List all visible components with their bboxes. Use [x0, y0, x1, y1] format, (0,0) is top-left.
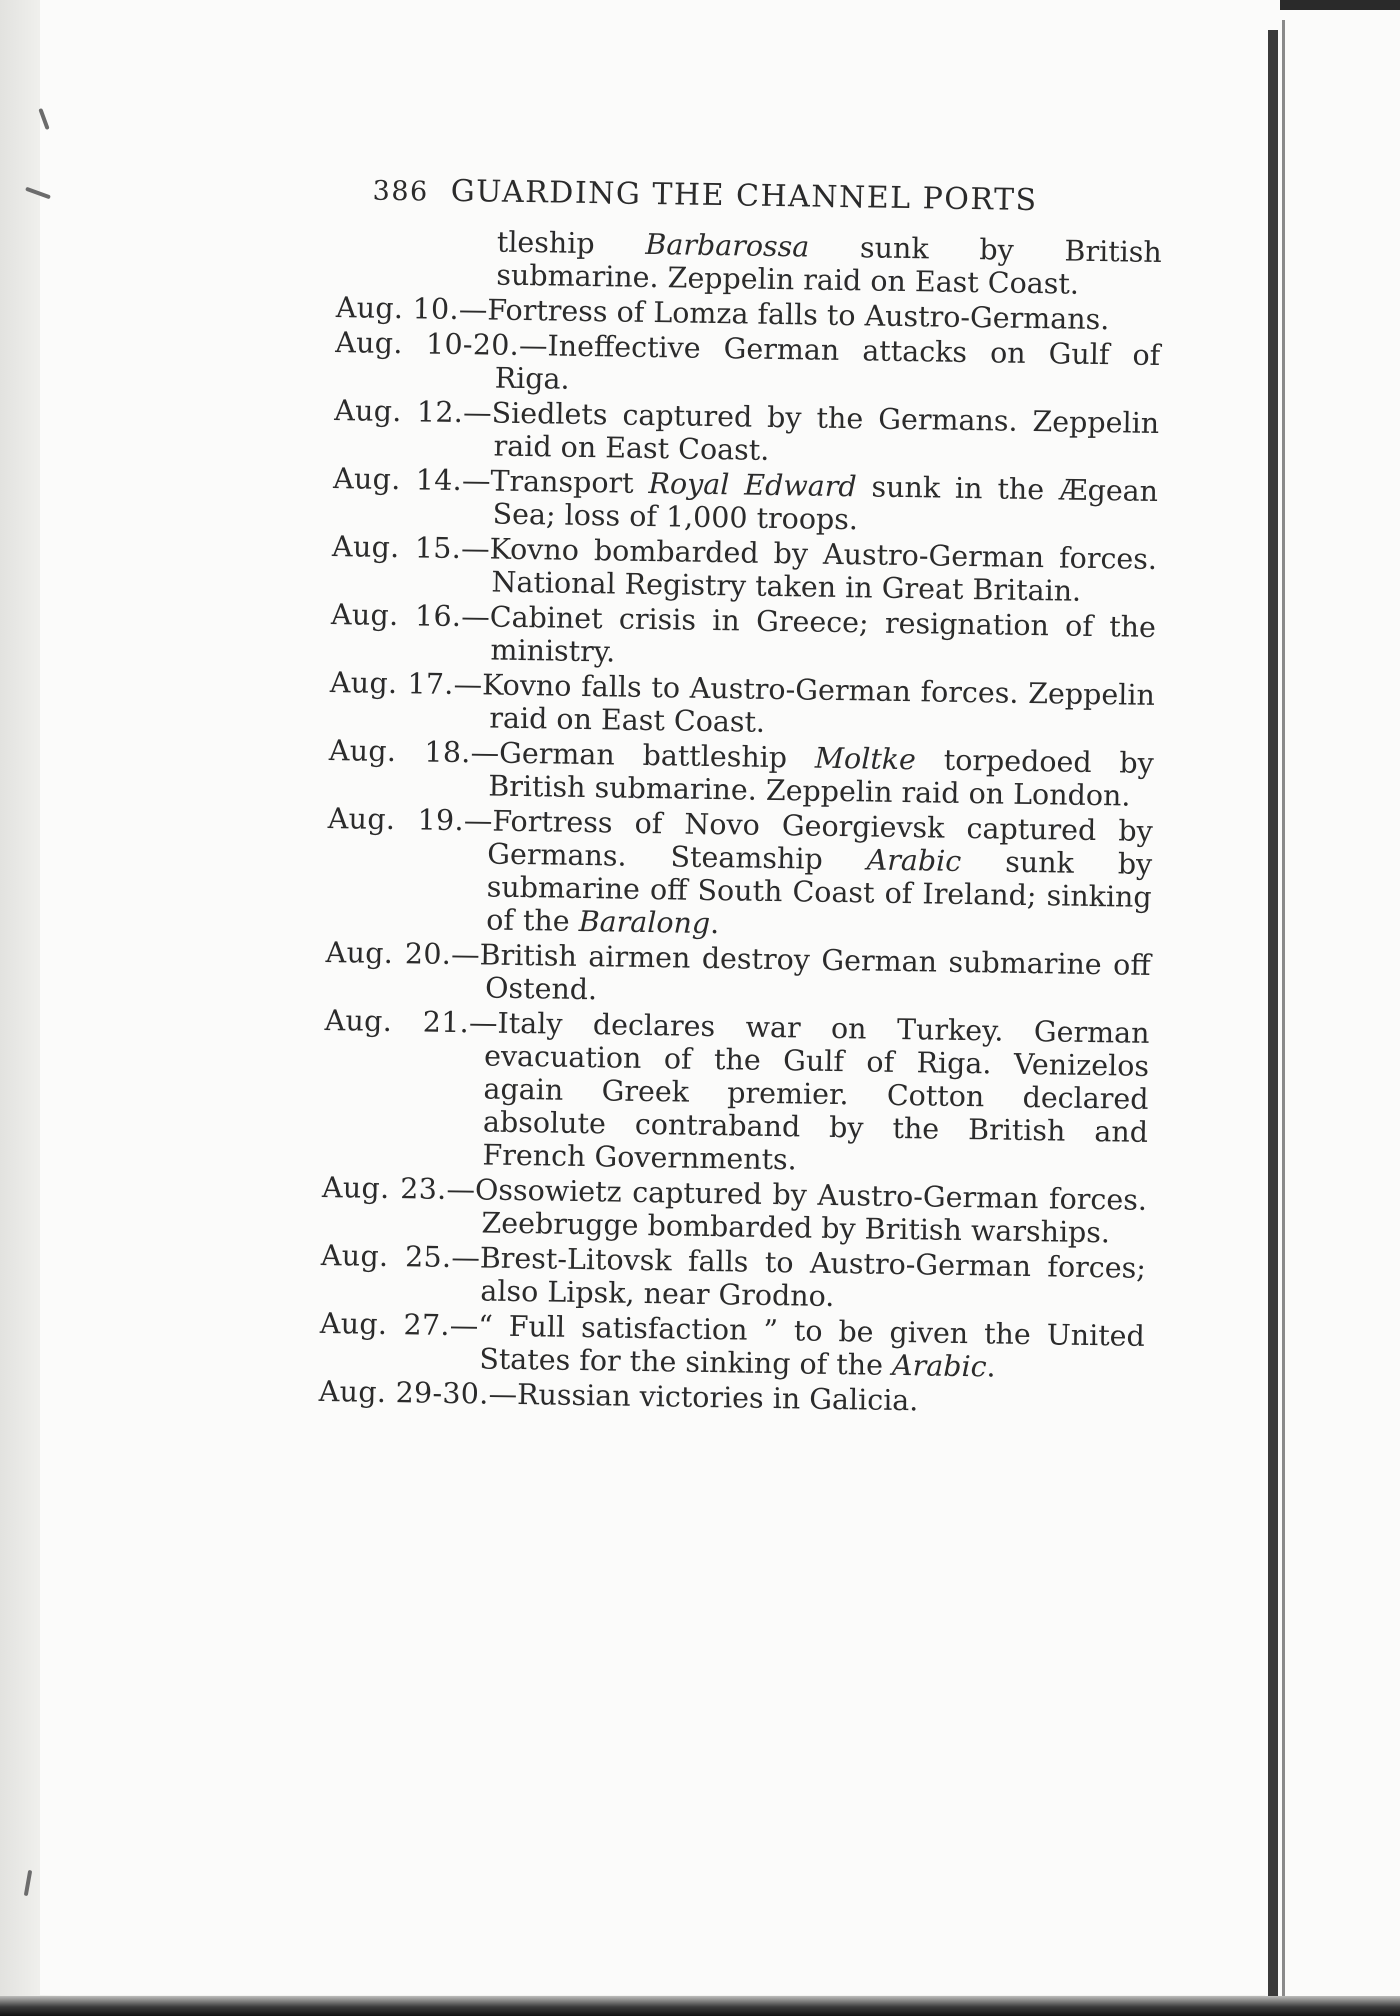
chronology-entry: Aug. 10.—Fortress of Lomza falls to Austro-Germans.	[335, 291, 1110, 337]
next-page-edge	[1265, 0, 1400, 2016]
chronology-entry: Aug. 29-30.—Russian victories in Galicia.	[318, 1374, 919, 1418]
entry-date: Aug. 10-20.	[335, 326, 520, 362]
entry-date: Aug. 17.	[329, 666, 454, 701]
chronology-entry: Aug. 19.—Fortress of Novo Georgievsk captured by Germans. Steamship Arabic sunk by submarine off South Coast of Ireland; sinking of the Baralong.	[327, 802, 1153, 941]
scan-border-bottom	[0, 1996, 1400, 2016]
entry-date: Aug. 23.	[321, 1170, 447, 1206]
chronology-entry: Aug. 25.—Brest-Litovsk falls to Austro-German forces; also Lipsk, near Grodno.	[320, 1238, 1147, 1314]
entry-date: Aug. 19.	[327, 802, 465, 838]
scan-border-top	[1280, 0, 1400, 10]
chronology-entry: Aug. 16.—Cabinet crisis in Greece; resignation of the ministry.	[330, 598, 1157, 669]
chronology-entry: Aug. 18.—German battleship Moltke torpedoed by British submarine. Zeppelin raid on London.	[328, 734, 1155, 813]
entry-date: Aug. 10.	[335, 291, 460, 326]
chronology-entry: Aug. 27.—“ Full satisfaction ” to be given the United States for the sinking of the Arabic.	[319, 1306, 1146, 1384]
chronology-entry: Aug. 10-20.—Ineffective German attacks on Gulf of Riga.	[335, 326, 1161, 396]
entry-date: Aug. 16.	[330, 598, 462, 634]
page-edge-line	[1268, 30, 1278, 2005]
entry-date: Aug. 20.	[325, 935, 452, 971]
chronology-entry: tleship Barbarossa sunk by British submarine. Zeppelin raid on East Coast.	[496, 225, 1163, 301]
page-number: 386	[372, 175, 429, 208]
chronology-entry: Aug. 21.—Italy declares war on Turkey. German evacuation of the Gulf of Riga. Venizelos again Greek premier. Cotton declared absolute contraband by the British and French Governments.	[324, 1003, 1150, 1177]
page-edge-line	[1282, 20, 1285, 2005]
entry-date: Aug. 21.	[324, 1003, 470, 1040]
chronology-entry: Aug. 20.—British airmen destroy German submarine off Ostend.	[325, 935, 1151, 1007]
chronology-entry: Aug. 17.—Kovno falls to Austro-German forces. Zeppelin raid on East Coast.	[329, 666, 1156, 739]
running-title: GUARDING THE CHANNEL PORTS	[450, 173, 1038, 219]
page-text	[314, 170, 1163, 1423]
entry-date: Aug. 27.	[319, 1306, 451, 1342]
entry-date: Aug. 25.	[320, 1238, 452, 1274]
entry-date: Aug. 15.	[331, 530, 462, 566]
chronology-entry: Aug. 23.—Ossowietz captured by Austro-German forces. Zeebrugge bombarded by British warships.	[321, 1170, 1148, 1250]
chronology-entry: Aug. 12.—Siedlets captured by the Germans. Zeppelin raid on East Coast.	[333, 394, 1160, 467]
entry-date: Aug. 12.	[333, 394, 464, 430]
entry-date: Aug. 29-30.	[318, 1374, 489, 1411]
entry-date: Aug. 18.	[328, 734, 471, 770]
chronology-entry: Aug. 15.—Kovno bombarded by Austro-German forces. National Registry taken in Great Britain.	[331, 530, 1158, 608]
entry-date: Aug. 14.	[332, 462, 463, 498]
chronology-entry: Aug. 14.—Transport Royal Edward sunk in the Ægean Sea; loss of 1,000 troops.	[332, 462, 1159, 537]
